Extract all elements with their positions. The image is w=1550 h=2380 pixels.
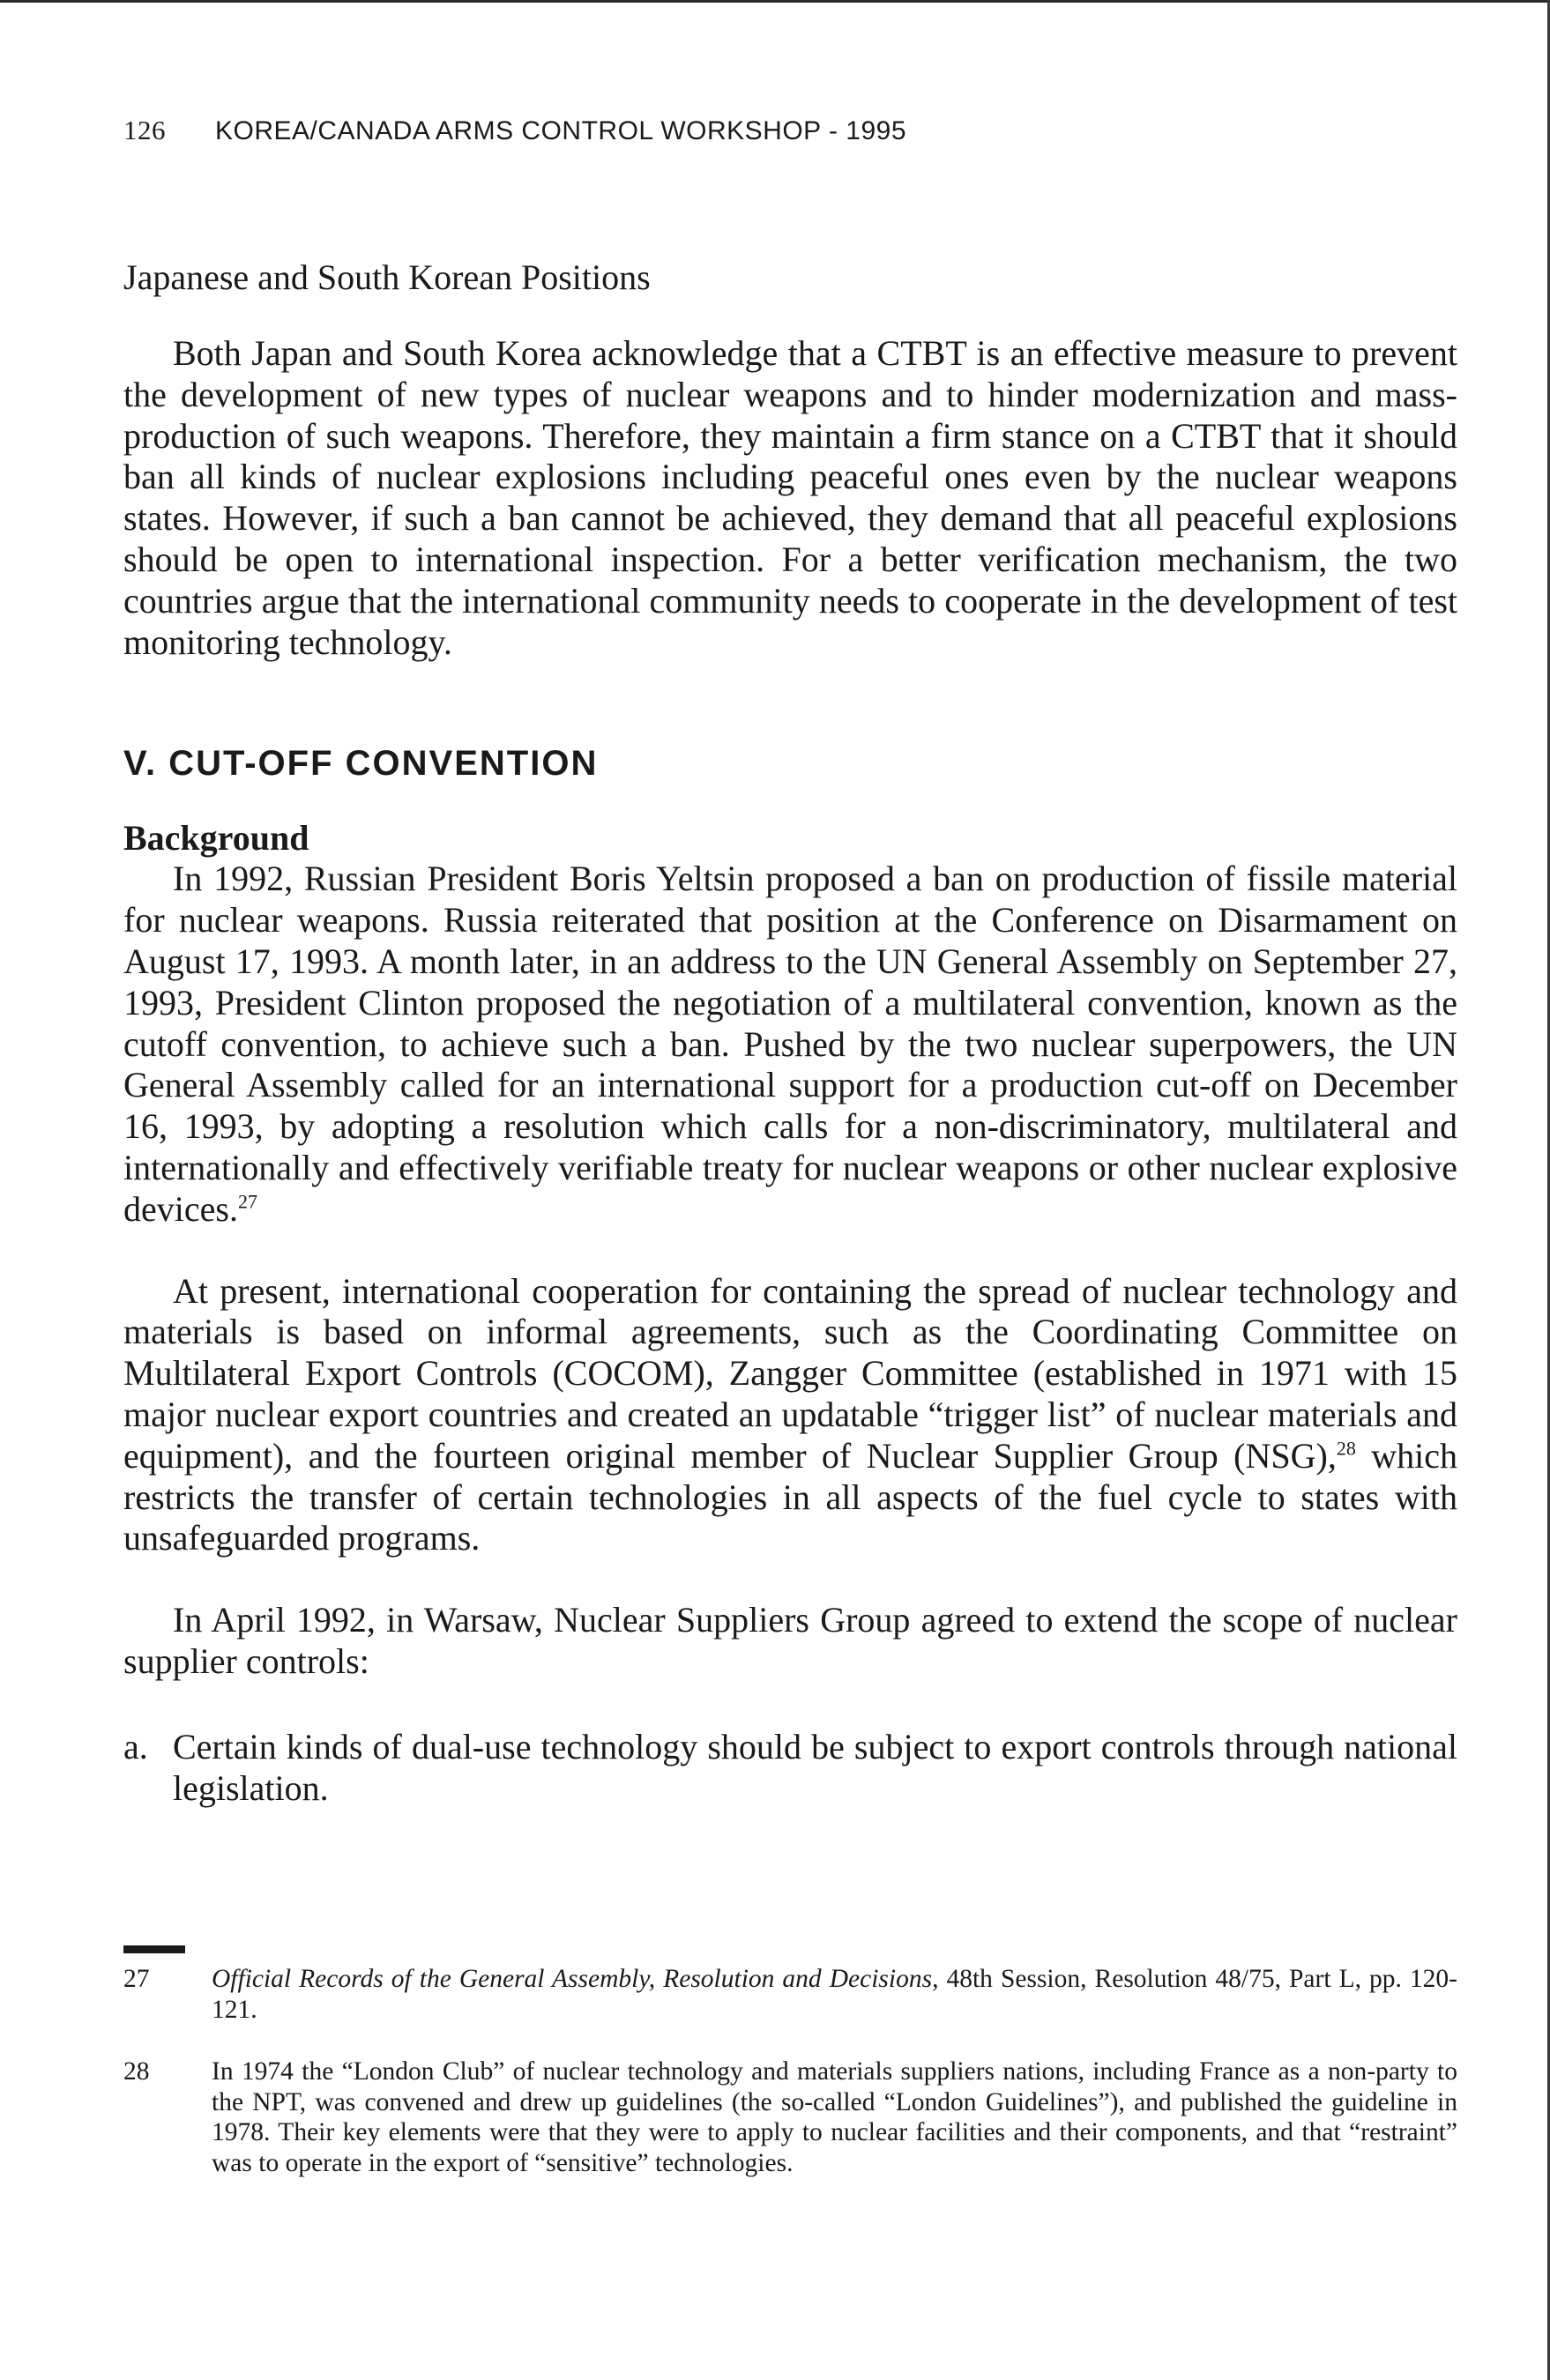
list-item-text: Certain kinds of dual-use technology should be subject to export controls through national legislation. (173, 1726, 1457, 1808)
footnote-reference: 28 (1336, 1437, 1356, 1460)
footnote-body: In 1974 the “London Club” of nuclear technology and materials suppliers nations, including France as a non-party to the NPT, was convened and drew up guidelines (the so-called “London Guidelines”), and published the guideline in 1978. Their key elements were that they were to apply to nuclear facilities and their components, and that “restraint” was to operate in the export of “sensitive” technologies. (212, 2057, 1457, 2177)
paragraph-text: At present, international cooperation for containing the spread of nuclear technology and materials is based on informal agreements, such as the Coordinating Committee on Multilateral Export Controls (COCOM), Zangger Committee (established in 1971 with 15 major nuclear export countries and created an updatable “trigger list” of nuclear materials and equipment), and the fourteen original member of Nuclear Supplier Group (NSG), (123, 1270, 1457, 1476)
footnotes (123, 1964, 1457, 2178)
footnote (123, 2056, 1457, 2178)
list-item (123, 1727, 1457, 1810)
footnote-text (212, 1964, 1457, 2025)
body-paragraph: In April 1992, in Warsaw, Nuclear Suppliers Group agreed to extend the scope of nuclear supplier controls: (123, 1600, 1457, 1681)
subsection-heading: Background (123, 818, 309, 859)
section-heading: V. CUT-OFF CONVENTION (123, 744, 599, 784)
footnote-body: 48th Session, Resolution 48/75, Part L, pp. 120-121. (212, 1965, 1458, 2024)
paragraph-text: which restricts the transfer of certain technologies in all aspects of the fuel cycle to states with unsafeguarded programs. (123, 1435, 1457, 1558)
footnote-italic-title: Official Records of the General Assembly, Resolution and Decisions, (212, 1965, 939, 1994)
body-paragraph (123, 859, 1457, 1230)
paragraph-text: In 1992, Russian President Boris Yeltsin proposed a ban on production of fissile material for nuclear weapons. Russia reiterated that position at the Conference on Disarmament on August 17, 1993. A month later, in an address to the UN General Assembly on September 27, 1993, President Clinton proposed the negotiation of a multilateral convention, known as the cutoff convention, to achieve such a ban. Pushed by the two nuclear superpowers, the UN General Assembly called for an international support for a production cut-off on December 16, 1993, by adopting a resolution which calls for a non-discriminatory, multilateral and internationally and effectively verifiable treaty for nuclear weapons or other nuclear explosive devices. (123, 859, 1457, 1229)
list-marker: a. (123, 1726, 148, 1766)
body-paragraph: Both Japan and South Korea acknowledge that a CTBT is an effective measure to prevent the development of new types of nuclear weapons and to hinder modernization and mass-production of such weapons. Therefore, they maintain a firm stance on a CTBT that it should ban all kinds of nuclear explosions including peaceful ones even by the nuclear weapons states. However, if such a ban cannot be achieved, they demand that all peaceful explosions should be open to international inspection. For a better verification mechanism, the two countries argue that the international community needs to cooperate in the development of test monitoring technology. (123, 333, 1457, 662)
footnote-separator (123, 1945, 185, 1953)
document-page (123, 115, 1457, 2178)
body-paragraph (123, 1271, 1457, 1560)
footnote-number: 27 (123, 1965, 150, 1994)
running-header (123, 115, 1457, 146)
subsection-heading: Japanese and South Korean Positions (123, 257, 651, 297)
footnote-reference: 27 (237, 1190, 257, 1213)
top-border-rule (0, 0, 1550, 3)
footnote-number: 28 (123, 2057, 150, 2086)
page-number: 126 (123, 115, 166, 145)
running-title: KOREA/CANADA ARMS CONTROL WORKSHOP - 1995 (215, 116, 907, 145)
footnote (123, 1964, 1457, 2025)
